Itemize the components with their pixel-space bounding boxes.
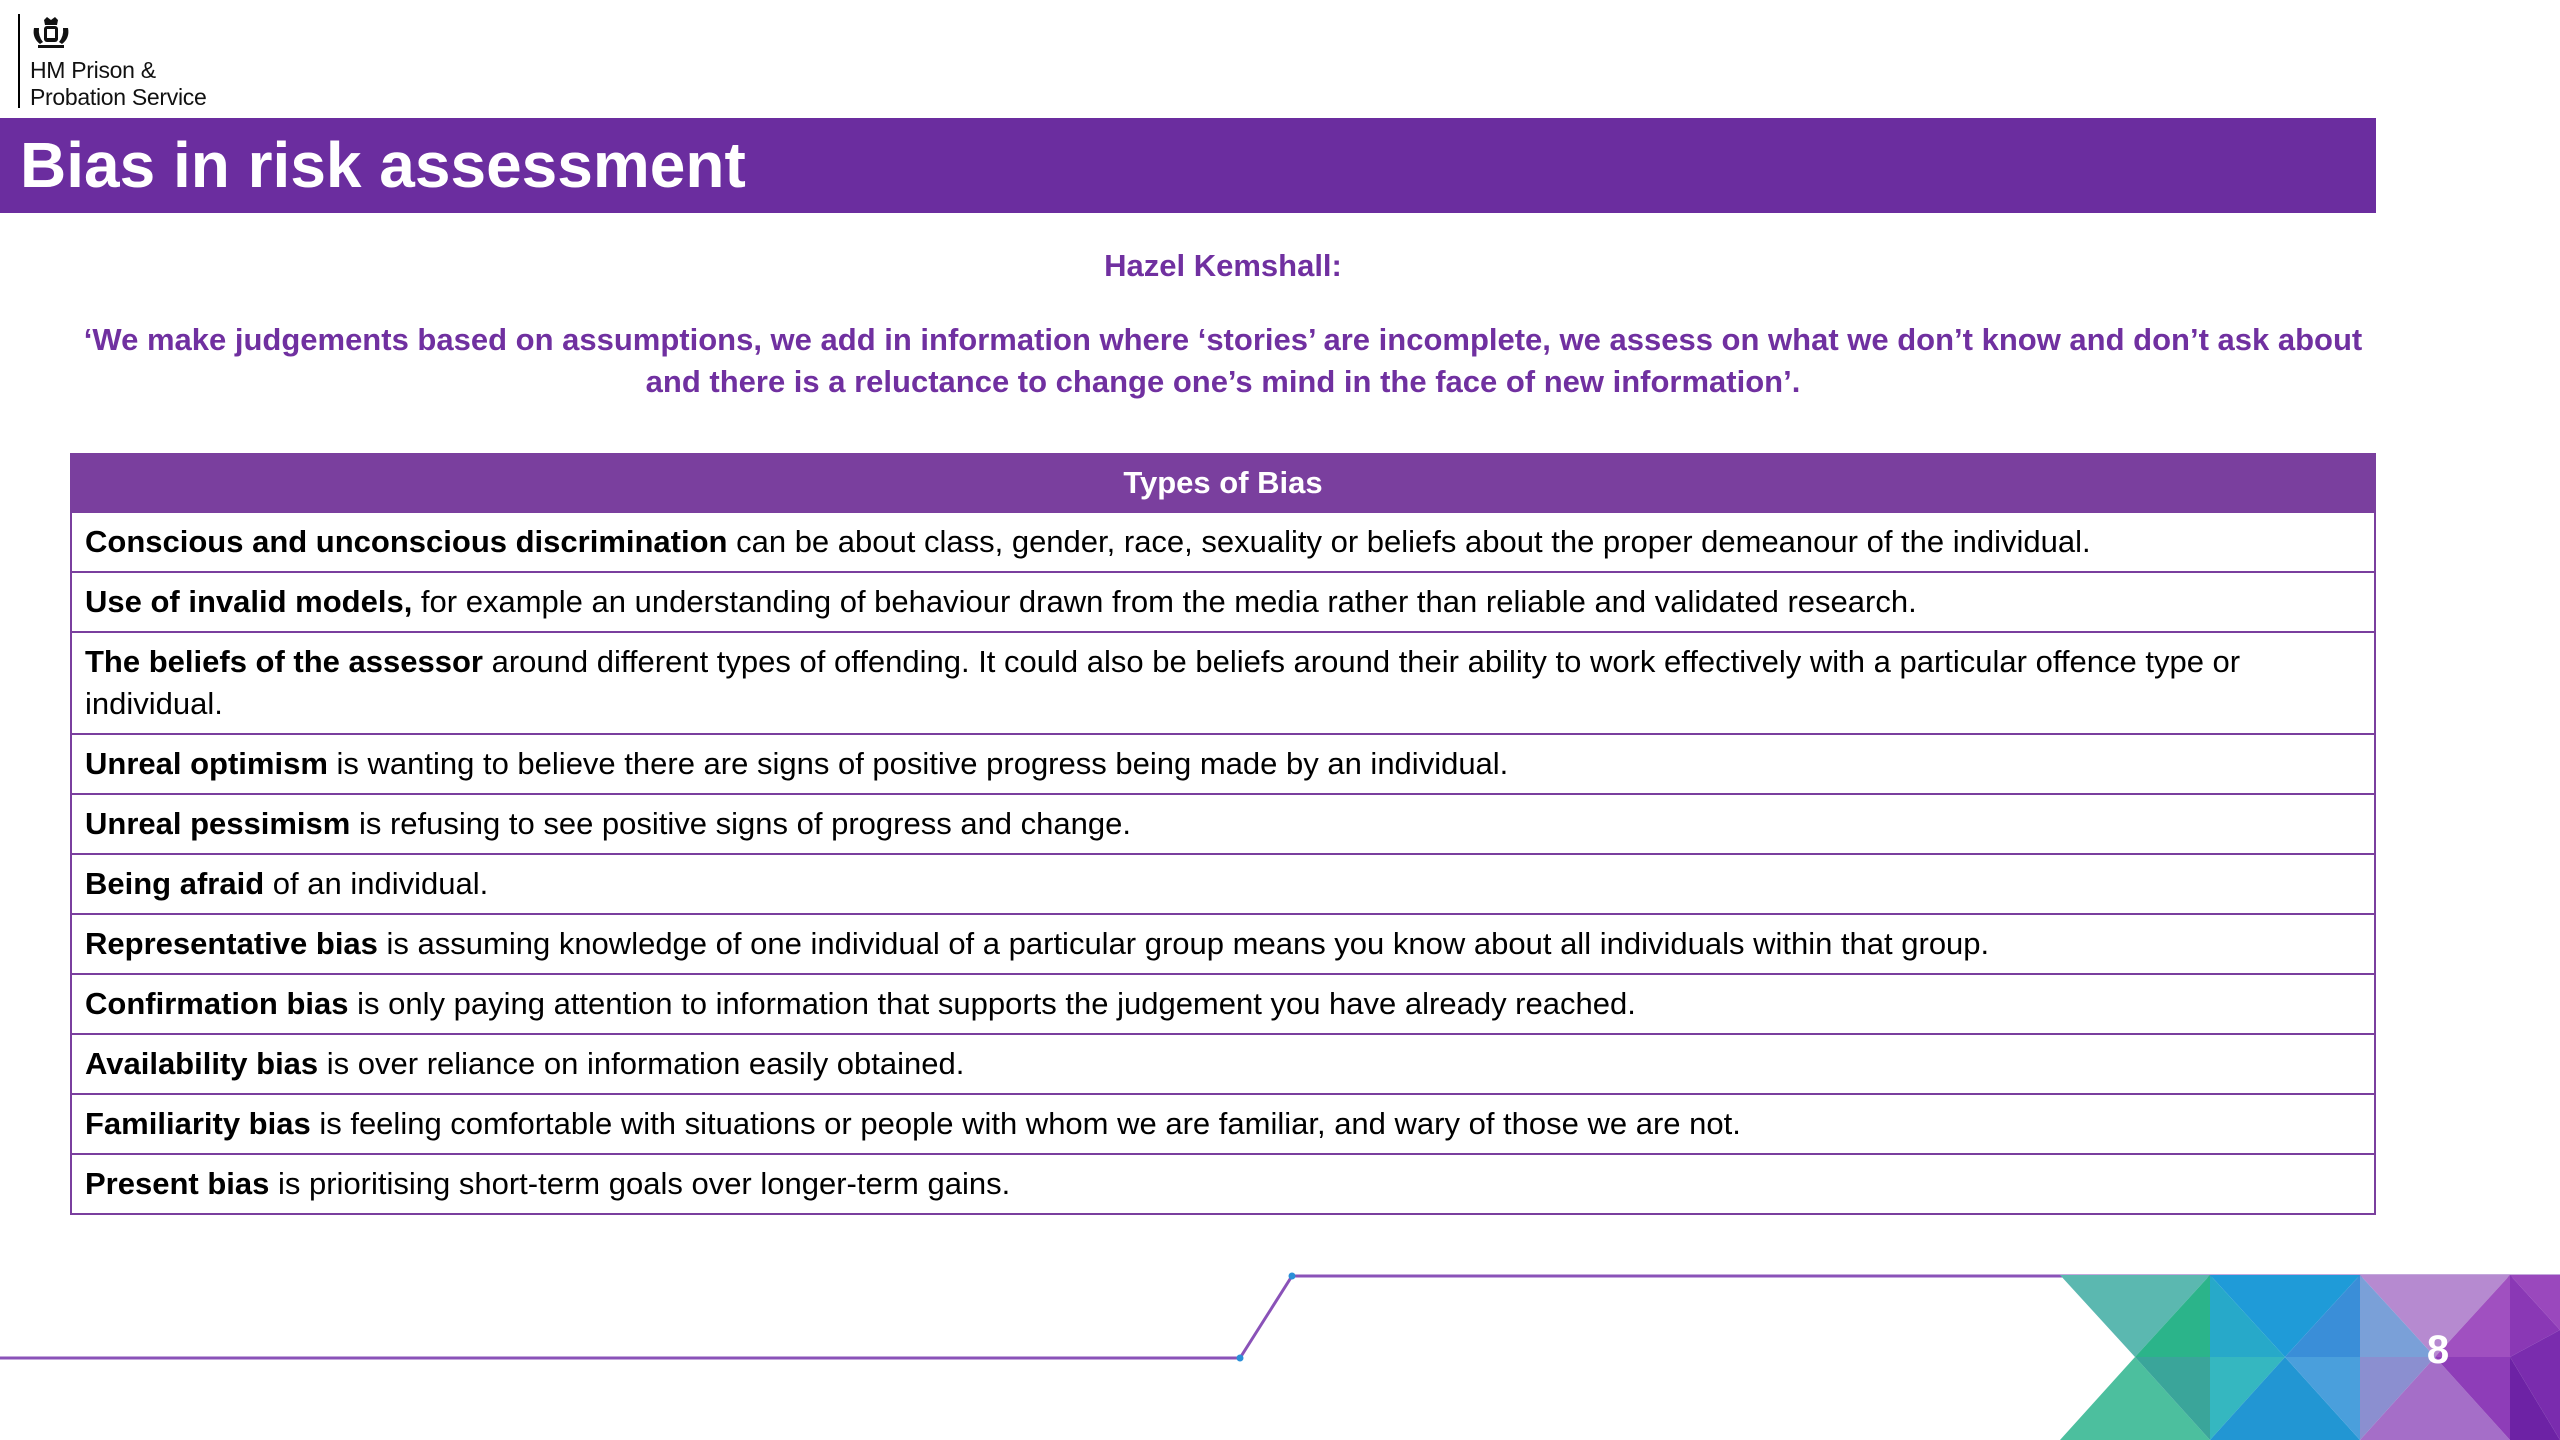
table-row <box>71 914 2375 974</box>
table-row <box>71 734 2375 794</box>
bias-term: Representative bias <box>85 926 378 961</box>
slide-title: Bias in risk assessment <box>20 129 746 201</box>
bias-description: is feeling comfortable with situations or people with whom we are familiar, and wary of those we are not. <box>310 1106 1741 1141</box>
table-cell <box>71 1094 2375 1154</box>
table-cell <box>71 974 2375 1034</box>
bias-description: is assuming knowledge of one individual of a particular group means you know about all individuals within that group. <box>377 926 1990 961</box>
hmpps-logo <box>18 14 207 110</box>
table-row <box>71 854 2375 914</box>
bias-description: of an individual. <box>264 866 489 901</box>
bias-description: is over reliance on information easily obtained. <box>318 1046 965 1081</box>
table-header-row <box>71 454 2375 512</box>
table-cell <box>71 572 2375 632</box>
table-cell <box>71 632 2375 734</box>
bias-term: Confirmation bias <box>85 986 349 1021</box>
page-number: 8 <box>2426 1328 2450 1372</box>
quote-text: ‘We make judgements based on assumptions, we add in information where ‘stories’ are incomplete, we assess on what we don’t know and don’t ask about and there is a reluctance to change one’s mind in the face of new information’. <box>83 322 2363 399</box>
logo-text-line1: HM Prison & <box>30 57 156 83</box>
table-cell <box>71 1154 2375 1214</box>
bias-description: is prioritising short-term goals over longer-term gains. <box>269 1166 1011 1201</box>
bias-term: Availability bias <box>85 1046 319 1081</box>
table-cell <box>71 1034 2375 1094</box>
table-cell <box>71 794 2375 854</box>
logo-text-line2: Probation Service <box>30 84 207 110</box>
table-row <box>71 1094 2375 1154</box>
bias-description: is only paying attention to information that supports the judgement you have already reached. <box>348 986 1636 1021</box>
bias-term: Familiarity bias <box>85 1106 311 1141</box>
bias-term: Being afraid <box>85 866 265 901</box>
triangle-pattern-decoration <box>2060 1275 2560 1440</box>
table-row <box>71 632 2375 734</box>
bias-term: Unreal pessimism <box>85 806 351 841</box>
bias-term: Present bias <box>85 1166 270 1201</box>
bias-description: around different types of offending. It could also be beliefs around their ability to work effectively with a particular offence type or individual. <box>85 644 2241 721</box>
table-cell <box>71 914 2375 974</box>
table-cell <box>71 854 2375 914</box>
table-cell <box>71 734 2375 794</box>
bias-term: Use of invalid models, <box>85 584 413 619</box>
bias-description: is refusing to see positive signs of progress and change. <box>350 806 1131 841</box>
bias-description: is wanting to believe there are signs of positive progress being made by an individual. <box>327 746 1509 781</box>
table-row <box>71 1034 2375 1094</box>
table-cell <box>71 512 2375 572</box>
bias-term: Unreal optimism <box>85 746 328 781</box>
table-row <box>71 572 2375 632</box>
table-row <box>71 794 2375 854</box>
bias-types-table <box>70 453 2376 1215</box>
table-header: Types of Bias <box>71 454 2375 512</box>
table-row <box>71 1154 2375 1214</box>
quote-author: Hazel Kemshall: <box>1104 248 1342 283</box>
table-row <box>71 974 2375 1034</box>
bias-description: can be about class, gender, race, sexuality or beliefs about the proper demeanour of the individual. <box>727 524 2091 559</box>
bias-term: Conscious and unconscious discrimination <box>85 524 728 559</box>
bias-term: The beliefs of the assessor <box>85 644 483 679</box>
bias-description: for example an understanding of behaviour drawn from the media rather than reliable and validated research. <box>412 584 1917 619</box>
table-row <box>71 512 2375 572</box>
title-bar <box>0 118 2376 213</box>
royal-crest-icon <box>30 16 72 50</box>
